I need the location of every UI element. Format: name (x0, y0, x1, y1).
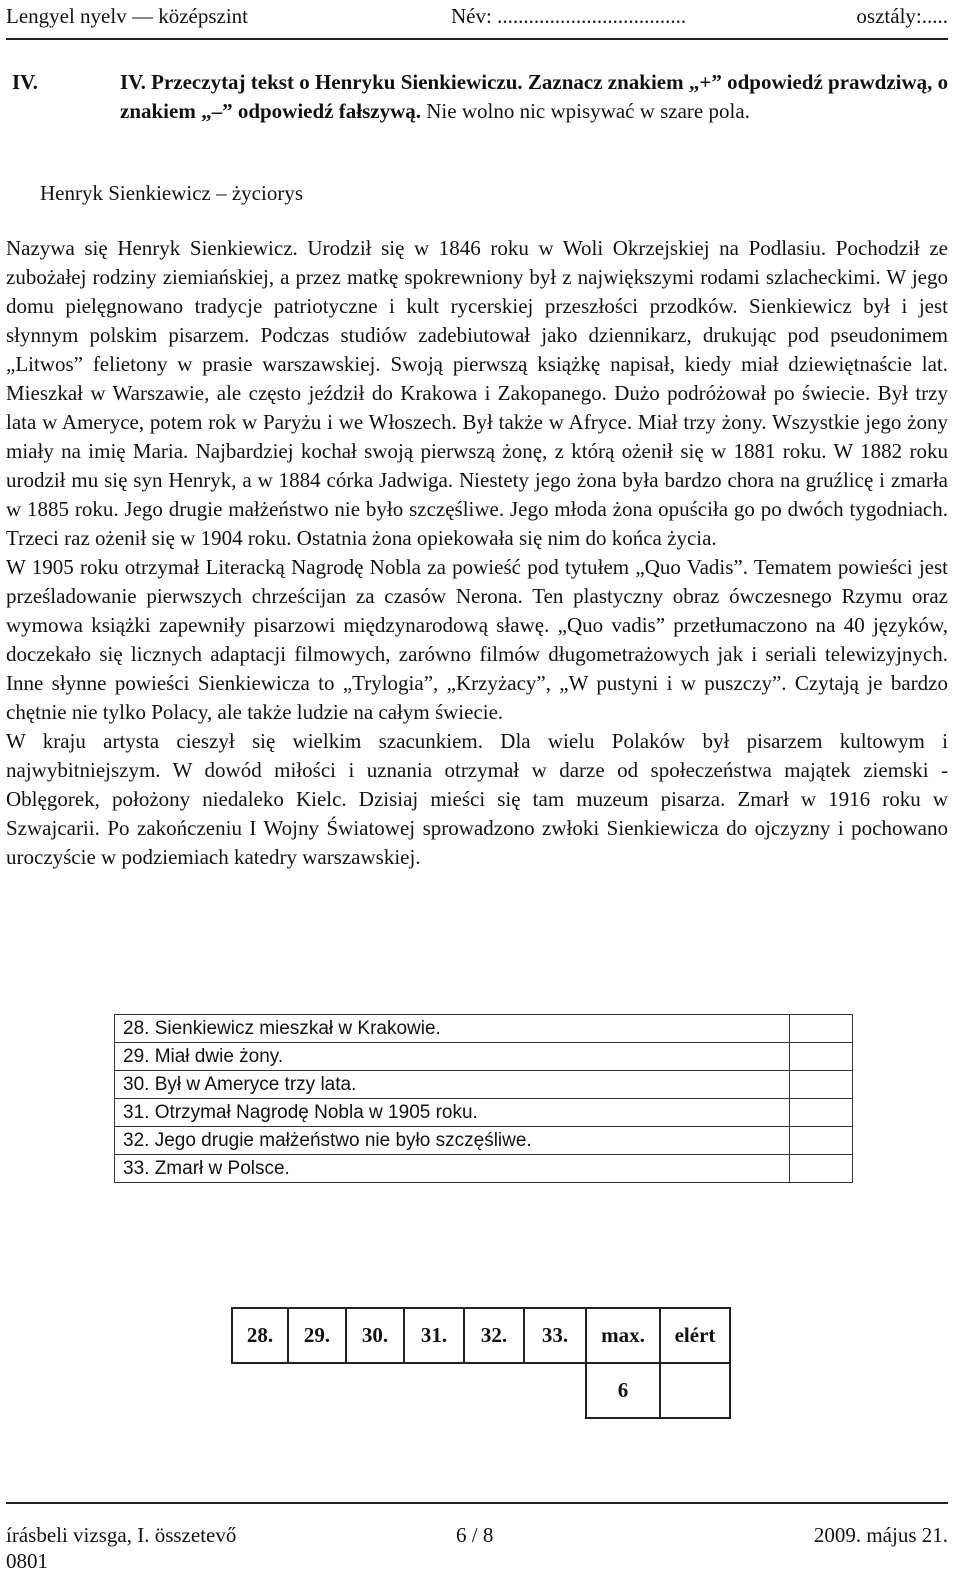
score-blank (524, 1363, 586, 1418)
statements-table (114, 1014, 853, 1183)
score-header-row (232, 1308, 730, 1363)
task-title: IV. Przeczytaj tekst o Henryku Sienkiewiczu. Zaznacz znakiem „+” odpowiedź prawdziwą, o znakiem „–” odpowiedź fałszywą. (120, 70, 949, 123)
text-title: Henryk Sienkiewicz – życiorys (40, 181, 304, 205)
statement-text: 33. Zmarł w Polsce. (115, 1155, 790, 1183)
answer-cell[interactable] (790, 1071, 853, 1099)
statement-text: 28. Sienkiewicz mieszkał w Krakowie. (115, 1015, 790, 1043)
statement-row (115, 1099, 853, 1127)
statement-row (115, 1043, 853, 1071)
statement-text: 30. Był w Ameryce trzy lata. (115, 1071, 790, 1099)
header-class-field: osztály:..... (856, 4, 948, 28)
footer-exam-type: írásbeli vizsga, I. összetevő (6, 1523, 237, 1547)
answer-cell[interactable] (790, 1127, 853, 1155)
statement-row (115, 1127, 853, 1155)
score-blank (232, 1363, 288, 1418)
statement-text: 31. Otrzymał Nagrodę Nobla w 1905 roku. (115, 1099, 790, 1127)
answer-cell[interactable] (790, 1015, 853, 1043)
answer-cell[interactable] (790, 1099, 853, 1127)
paragraph: W 1905 roku otrzymał Literacką Nagrodę Nobla za powieść pod tytułem „Quo Vadis”. Tematem powieści jest prześladowanie pierwszych chrześcijan za czasów Nerona. Ten plastyczny obraz ówczesnego Rzymu oraz wymowa książki zapewniły pisarzowi międzynarodową sławę. „Quo vadis” przetłumaczono na 40 języków, doczekało się licznych adaptacji filmowych, zarówno filmów długometrażowych jak i seriali telewizyjnych. Inne słynne powieści Sienkiewicza to „Trylogia”, „Krzyżacy”, „W pustyni i w puszczy”. Czytają je bardzo chętnie nie tylko Polacy, ale także ludzie na całym świecie. (6, 555, 948, 724)
task-text (120, 68, 950, 126)
statement-row (115, 1071, 853, 1099)
answer-cell[interactable] (790, 1155, 853, 1183)
statement-row (115, 1155, 853, 1183)
reading-text (6, 234, 948, 872)
score-header: 32. (464, 1308, 524, 1363)
score-header: 30. (346, 1308, 404, 1363)
score-blank (464, 1363, 524, 1418)
score-header: 33. (524, 1308, 586, 1363)
statement-text: 29. Miał dwie żony. (115, 1043, 790, 1071)
score-blank (288, 1363, 346, 1418)
footer-page-number: 6 / 8 (456, 1523, 494, 1547)
score-table (231, 1307, 731, 1419)
score-header-max: max. (586, 1308, 660, 1363)
score-header: 31. (404, 1308, 464, 1363)
score-header: 29. (288, 1308, 346, 1363)
score-blank (404, 1363, 464, 1418)
page-header (6, 0, 948, 40)
paragraph: Nazywa się Henryk Sienkiewicz. Urodził się w 1846 roku w Woli Okrzejskiej na Podlasiu. Pochodził ze zubożałej rodziny ziemiańskiej, a przez matkę spokrewniony był z największymi rodami szlacheckimi. W jego domu pielęgnowano tradycje patriotyczne i kult rycerskiej przeszłości przodków. Sienkiewicz był i jest słynnym polskim pisarzem. Podczas studiów zadebiutował jako dziennikarz, drukując pod pseudonimem „Litwos” felietony w prasie warszawskiej. Swoją pierwszą książkę napisał, kiedy miał dziewiętnaście lat. Mieszkał w Warszawie, ale często jeździł do Krakowa i Zakopanego. Dużo podróżował po świecie. Był trzy lata w Ameryce, potem rok w Paryżu i we Włoszech. Był także w Afryce. Miał trzy żony. Wszystkie jego żony miały na imię Maria. Najbardziej kochał swoją pierwszą żonę, z którą ożenił się w 1881 roku. W 1882 roku urodził mu się syn Henryk, a w 1884 córka Jadwiga. Niestety jego żona była bardzo chora na gruźlicę i zmarła w 1885 roku. Jego drugie małżeństwo nie było szczęśliwe. Jego młoda żona opuściła go po dwóch tygodniach. Trzeci raz ożenił się w 1904 roku. Ostatnia żona opiekowała się nim do końca życia. (6, 236, 948, 550)
footer-code: 0801 (6, 1549, 48, 1573)
score-blank (346, 1363, 404, 1418)
paragraph: W kraju artysta cieszył się wielkim szacunkiem. Dla wielu Polaków był pisarzem kultowym i najwybitniejszym. W dowód miłości i uznania otrzymał w darze od społeczeństwa majątek ziemski - Oblęgorek, położony niedaleko Kielc. Dzisiaj mieści się tam muzeum pisarza. Zmarł w 1916 roku w Szwajcarii. Po zakończeniu I Wojny Światowej sprowadzono zwłoki Sienkiewicza do ojczyzny i pochowano uroczyście w podziemiach katedry warszawskiej. (6, 729, 948, 869)
answer-cell[interactable] (790, 1043, 853, 1071)
score-max-value: 6 (586, 1363, 660, 1418)
task-note: Nie wolno nic wpisywać w szare pola. (421, 99, 750, 123)
statement-text: 32. Jego drugie małżeństwo nie było szczęśliwe. (115, 1127, 790, 1155)
footer-divider (6, 1502, 948, 1504)
statement-row (115, 1015, 853, 1043)
score-value-row (232, 1363, 730, 1418)
score-earned-value[interactable] (660, 1363, 730, 1418)
footer-date: 2009. május 21. (813, 1523, 948, 1547)
score-header: 28. (232, 1308, 288, 1363)
header-subject: Lengyel nyelv — középszint (6, 4, 249, 28)
header-name-field: Név: .................................... (451, 4, 687, 28)
task-number: IV. (12, 70, 38, 94)
score-header-earned: elért (660, 1308, 730, 1363)
